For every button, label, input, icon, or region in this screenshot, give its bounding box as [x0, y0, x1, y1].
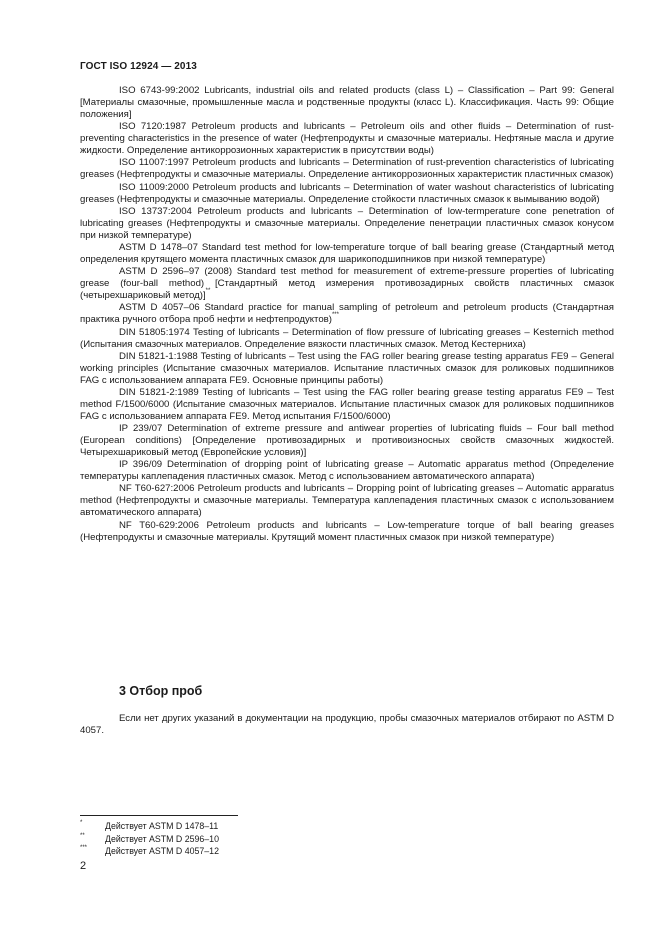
footnote — [80, 833, 380, 846]
footnote-mark: *** — [80, 845, 88, 851]
normative-references-list — [80, 85, 614, 544]
reference-item: DIN 51821-2:1989 Testing of lubricants – Test using the FAG roller bearing grease testing apparatus FE9 – Test method F/1500/6000 (Испытание смазочных материалов. Испытание пластичных смазок для роликовых подшипников FAG с использованием аппарата FE9. Метод испытания F/1500/6000) — [80, 386, 614, 422]
footnote-marker: *** — [331, 312, 339, 319]
footnote-marker: * — [545, 251, 548, 258]
section-paragraph: Если нет других указаний в документации на продукцию, пробы смазочных материалов отбирают по ASTM D 4057. — [80, 713, 614, 736]
footnote-divider — [80, 815, 238, 816]
reference-item: ISO 13737:2004 Petroleum products and lubricants – Determination of low-termperature cone penetration of lubricating greases (Нефтепродукты и смазочные материалы. Определение пенетрации пластичных смазок конусом при низкой температуре) — [80, 205, 614, 241]
footnote-mark: * — [80, 820, 83, 826]
document-header: ГОСТ ISO 12924 — 2013 — [80, 61, 197, 72]
reference-item: NF T60-627:2006 Petroleum products and lubricants – Dropping point of lubricating greases – Automatic apparatus method (Нефтепродукты и смазочные материалы. Температура каплепадения пластичных смазок с использованием автоматического аппарата) — [80, 483, 614, 519]
section-heading: 3 Отбор проб — [119, 684, 203, 698]
footnote-mark: ** — [80, 832, 85, 839]
reference-item: DIN 51805:1974 Testing of lubricants – Determination of flow pressure of lubricating greases – Kesternich method (Испытания смазочных материалов. Определение вязкости пластичных смазок. Метод Кестерниха) — [80, 326, 614, 350]
footnote-text: Действует ASTM D 4057–12 — [105, 846, 219, 856]
reference-item: NF T60-629:2006 Petroleum products and lubricants – Low-temperature torque of ball bearing greases (Нефтепродукты и смазочные материалы. Крутящий момент пластичных смазок при низкой температуре) — [80, 519, 614, 543]
page-number: 2 — [80, 860, 87, 872]
reference-item: ASTM D 4057–06 Standard practice for manual sampling of petroleum and petroleum products (Стандартная практика ручного отбора проб нефти и нефтепродуктов)*** — [80, 302, 614, 326]
reference-item: ISO 7120:1987 Petroleum products and lubricants – Petroleum oils and other fluids – Determination of rust-preventing characteristics in the presence of water (Нефтепродукты и смазочные материалы. Нефтяные масла и другие жидкости. Определение антикоррозионных характеристик в присутствии воды) — [80, 121, 614, 157]
reference-item: ISO 6743-99:2002 Lubricants, industrial oils and related products (class L) – Classification – Part 99: General [Материалы смазочные, промышленные масла и родственные продукты (класс L). Классификация. Часть 99: Общие положения] — [80, 85, 614, 120]
reference-item: ISO 11009:2000 Petroleum products and lubricants – Determination of water washout characteristics of lubricating greases (Нефтепродукты и смазочные материалы. Определение стойкости пластичных смазок к вымыванию водой) — [80, 181, 614, 205]
reference-item: DIN 51821-1:1988 Testing of lubricants – Test using the FAG roller bearing grease testing apparatus FE9 – General working principles (Испытание смазочных материалов. Испытание пластичных смазок для роликовых подшипников FAG с использованием аппарата FE9. Основные принципы работы) — [80, 350, 614, 386]
reference-item: IP 239/07 Determination of extreme pressure and antiwear properties of lubricating fluids – Four ball method (European conditions) [Определение противозадирных и противоизносных свойств смазочных жидкостей. Четырехшариковый метод (Европейские условия)] — [80, 423, 614, 459]
footnote-text: Действует ASTM D 1478–11 — [105, 821, 219, 831]
reference-item: IP 396/09 Determination of dropping point of lubricating grease – Automatic apparatus method (Определение температуры каплепадения пластичных смазок. Метод с использованием автоматического аппарата) — [80, 459, 614, 483]
footnote — [80, 820, 380, 833]
reference-item: ISO 11007:1997 Petroleum products and lubricants – Determination of rust-prevention characteristics of lubricating greases (Нефтепродукты и смазочные материалы. Определение антикоррозионных характеристик пластичных смазок) — [80, 157, 614, 181]
footnotes — [80, 820, 380, 858]
reference-item: ASTM D 1478–07 Standard test method for low-temperature torque of ball bearing grease (Стандартный метод определения крутящего момента пластичных смазок для шарикоподшипников при низкой температуре)* — [80, 241, 614, 265]
footnote — [80, 845, 380, 858]
footnote-marker: ** — [205, 288, 211, 295]
footnote-text: Действует ASTM D 2596–10 — [105, 833, 219, 844]
reference-item: ASTM D 2596–97 (2008) Standard test method for measurement of extreme-pressure properties of lubricating grease (four-ball method) [Стандартный метод измерения противозадирных свойств пластичных смазок (четырехшариковый метод)]** — [80, 266, 614, 302]
